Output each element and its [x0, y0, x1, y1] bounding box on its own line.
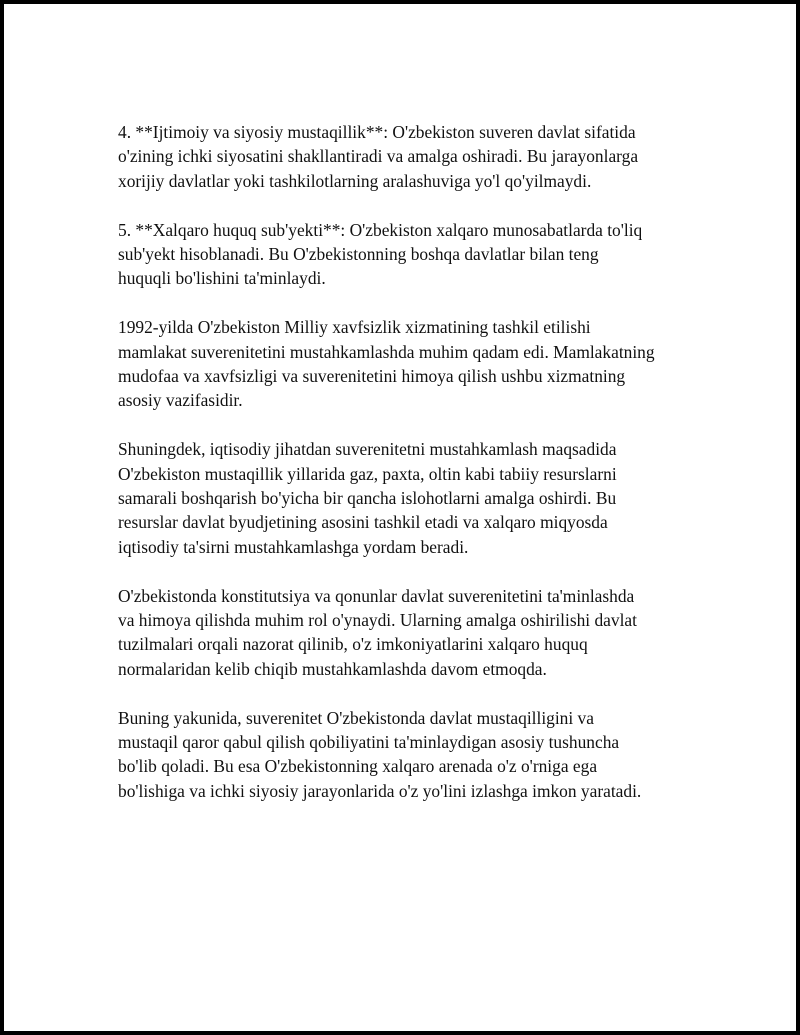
paragraph-national-security-service: 1992-yilda O'zbekiston Milliy xavfsizlik xizmatining tashkil etilishi mamlakat suverenitetini mustahkamlashda muhim qadam edi. Mamlakatning mudofaa va xavfsizligi va suverenitetini himoya qilish ushbu xizmatning asosiy vazifasidir. [118, 317, 655, 411]
paragraph-economic-sovereignty: Shuningdek, iqtisodiy jihatdan suverenitetni mustahkamlash maqsadida O'zbekiston mustaqillik yillarida gaz, paxta, oltin kabi tabiiy resurslarni samarali boshqarish bo'yicha bir qancha islohotlarni amalga oshirdi. Bu resurslar davlat byudjetining asosini tashkil etadi va xalqaro miqyosda iqtisodiy ta'sirni mustahkamlashga yordam beradi. [118, 439, 617, 557]
paragraph-political-independence: 4. **Ijtimoiy va siyosiy mustaqillik**: O'zbekiston suveren davlat sifatida o'zining ichki siyosatini shakllantiradi va amalga oshiradi. Bu jarayonlarga xorijiy davlatlar yoki tashkilotlarning aralashuviga yo'l qo'yilmaydi. [118, 122, 639, 191]
paragraph-conclusion: Buning yakunida, suverenitet O'zbekistonda davlat mustaqilligini va mustaqil qaror qabul qilish qobiliyatini ta'minlaydigan asosiy tushuncha bo'lib qoladi. Bu esa O'zbekistonning xalqaro arenada o'z o'rniga ega bo'lishiga va ichki siyosiy jarayonlarida o'z yo'lini izlashga imkon yaratadi. [118, 707, 642, 801]
document-body [118, 120, 703, 828]
paragraph-international-law-subject: 5. **Xalqaro huquq sub'yekti**: O'zbekiston xalqaro munosabatlarda to'liq sub'yekt hisoblanadi. Bu O'zbekistonning boshqa davlatlar bilan teng huquqli bo'lishini ta'minlaydi. [118, 219, 643, 289]
paragraph-constitution-and-laws: O'zbekistonda konstitutsiya va qonunlar davlat suverenitetini ta'minlashda va himoya qilishda muhim rol o'ynaydi. Ularning amalga oshirilishi davlat tuzilmalari orqali nazorat qilinib, o'z imkoniyatlarini xalqaro huquq normalaridan kelib chiqib mustahkamlashda davom etmoqda. [118, 585, 637, 679]
